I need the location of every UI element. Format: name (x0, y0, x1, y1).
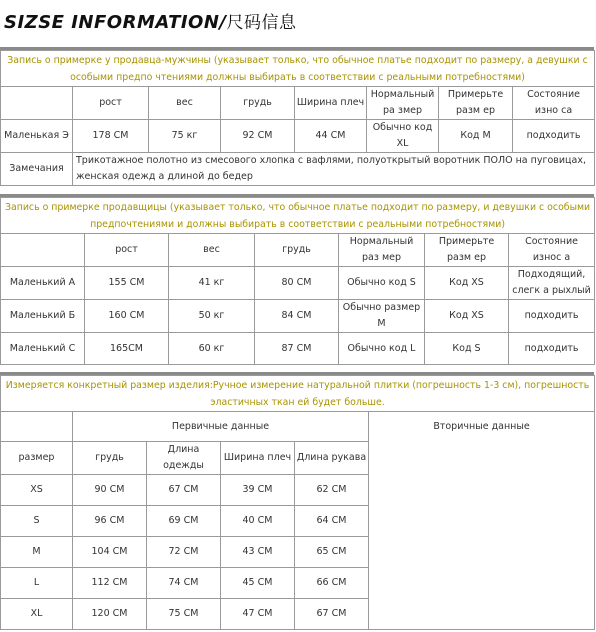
table-cell: 75 CM (147, 599, 221, 630)
table-cell: 45 CM (221, 568, 295, 599)
table-cell: 41 кг (169, 267, 255, 300)
table1-header-cell: грудь (221, 87, 295, 120)
table-cell: Подходящий, слегк а рыхлый (509, 267, 595, 300)
table-cell: S (1, 506, 73, 537)
remarks-label: Замечания (1, 153, 73, 186)
table-cell: 44 CM (295, 120, 367, 153)
table2-header-cell: Состояние износ а (509, 234, 595, 267)
table1-header-cell: Состояние изно са (513, 87, 595, 120)
table-cell: 62 CM (295, 475, 369, 506)
table-cell: 43 CM (221, 537, 295, 568)
table-cell: 47 CM (221, 599, 295, 630)
table2-header-cell: грудь (255, 234, 339, 267)
female-fitting-table (0, 197, 595, 365)
table2-header-cell: вес (169, 234, 255, 267)
table2-header-cell (1, 234, 85, 267)
table-cell: Обычно размер M (339, 300, 425, 333)
table1-header-cell: вес (149, 87, 221, 120)
table-cell: L (1, 568, 73, 599)
table-cell: XS (1, 475, 73, 506)
table-cell: 178 CM (73, 120, 149, 153)
table-row (1, 267, 595, 300)
table-cell: 39 CM (221, 475, 295, 506)
table-cell: 60 кг (169, 333, 255, 365)
table-cell: 72 CM (147, 537, 221, 568)
table-cell: Код M (439, 120, 513, 153)
table-row (1, 120, 595, 153)
table2-header-row (1, 234, 595, 267)
table-row (1, 153, 595, 186)
table-cell: 112 CM (73, 568, 147, 599)
table-cell: 66 CM (295, 568, 369, 599)
table-row (1, 300, 595, 333)
table2-header-cell: рост (85, 234, 169, 267)
table-cell: Обычно код L (339, 333, 425, 365)
table-cell: 84 CM (255, 300, 339, 333)
table-cell: XL (1, 599, 73, 630)
table-cell: подходить (513, 120, 595, 153)
table-cell: 104 CM (73, 537, 147, 568)
table2-note: Запись о примерке продавщицы (указывает только, что обычное платье подходит по размеру, и девушки с особыми предпочтениями и должны выбирать в соответствии с реальными потребностями) (1, 198, 595, 234)
table-cell: Маленькая Э (1, 120, 73, 153)
table3-header-cell: Ширина плеч (221, 442, 295, 475)
table1-header-cell: Нормальный ра змер (367, 87, 439, 120)
table-cell: M (1, 537, 73, 568)
male-fitting-table (0, 50, 595, 186)
table-cell: 64 CM (295, 506, 369, 537)
page-title (4, 8, 297, 38)
table1-header-row (1, 87, 595, 120)
table-cell: Обычно код XL (367, 120, 439, 153)
table-cell: 120 CM (73, 599, 147, 630)
table1-header-cell: Ширина плеч (295, 87, 367, 120)
table-cell: Маленький Б (1, 300, 85, 333)
title-en: SIZSE INFORMATION/ (4, 12, 227, 33)
table-cell: 50 кг (169, 300, 255, 333)
table3-group-row (1, 412, 595, 442)
table2-header-cell: Нормальный раз мер (339, 234, 425, 267)
table-cell: 75 кг (149, 120, 221, 153)
table-cell: 69 CM (147, 506, 221, 537)
table-cell: 67 CM (295, 599, 369, 630)
table-cell: Код XS (425, 267, 509, 300)
table3-header-cell: Длина рукава (295, 442, 369, 475)
table2-header-cell: Примерьте разм ер (425, 234, 509, 267)
table-cell: 40 CM (221, 506, 295, 537)
table1-header-cell: Примерьте разм ер (439, 87, 513, 120)
table1-note: Запись о примерке у продавца-мужчины (указывает только, что обычное платье подходит по размеру, а девушки с особыми предпо чтениями должны выбирать в соответствии с реальными потребностями) (1, 51, 595, 87)
table-cell: Обычно код S (339, 267, 425, 300)
table3-header-cell: грудь (73, 442, 147, 475)
table-cell: 67 CM (147, 475, 221, 506)
table-cell: 160 CM (85, 300, 169, 333)
table1-header-cell: рост (73, 87, 149, 120)
table-cell: 74 CM (147, 568, 221, 599)
table-cell: 96 CM (73, 506, 147, 537)
table-cell: Маленький А (1, 267, 85, 300)
table-cell: 87 CM (255, 333, 339, 365)
remarks-text: Трикотажное полотно из смесового хлопка с вафлями, полуоткрытый воротник ПОЛО на пуговицах, женская одежд а длиной до бедер (73, 153, 595, 186)
table-cell: подходить (509, 333, 595, 365)
table-cell: Код S (425, 333, 509, 365)
secondary-data-label: Вторичные данные (369, 412, 595, 630)
table-row (1, 333, 595, 365)
table1-header-cell (1, 87, 73, 120)
table-cell: 165CM (85, 333, 169, 365)
table3-header-cell: Длина одежды (147, 442, 221, 475)
title-cn: 尺码信息 (226, 13, 297, 33)
table-cell: 65 CM (295, 537, 369, 568)
table-cell: 155 CM (85, 267, 169, 300)
table3-note: Измеряется конкретный размер изделия:Ручное измерение натуральной плитки (погрешность 1-3 см), погрешность эластичных ткан ей будет больше. (1, 376, 595, 412)
table-cell: Код XS (425, 300, 509, 333)
primary-data-label: Первичные данные (73, 412, 369, 442)
table-cell: 80 CM (255, 267, 339, 300)
table-cell: подходить (509, 300, 595, 333)
product-size-table (0, 375, 595, 630)
table-cell: Маленький С (1, 333, 85, 365)
table-cell: 92 CM (221, 120, 295, 153)
table3-header-cell: размер (1, 442, 73, 475)
table3-corner-cell (1, 412, 73, 442)
table-cell: 90 CM (73, 475, 147, 506)
